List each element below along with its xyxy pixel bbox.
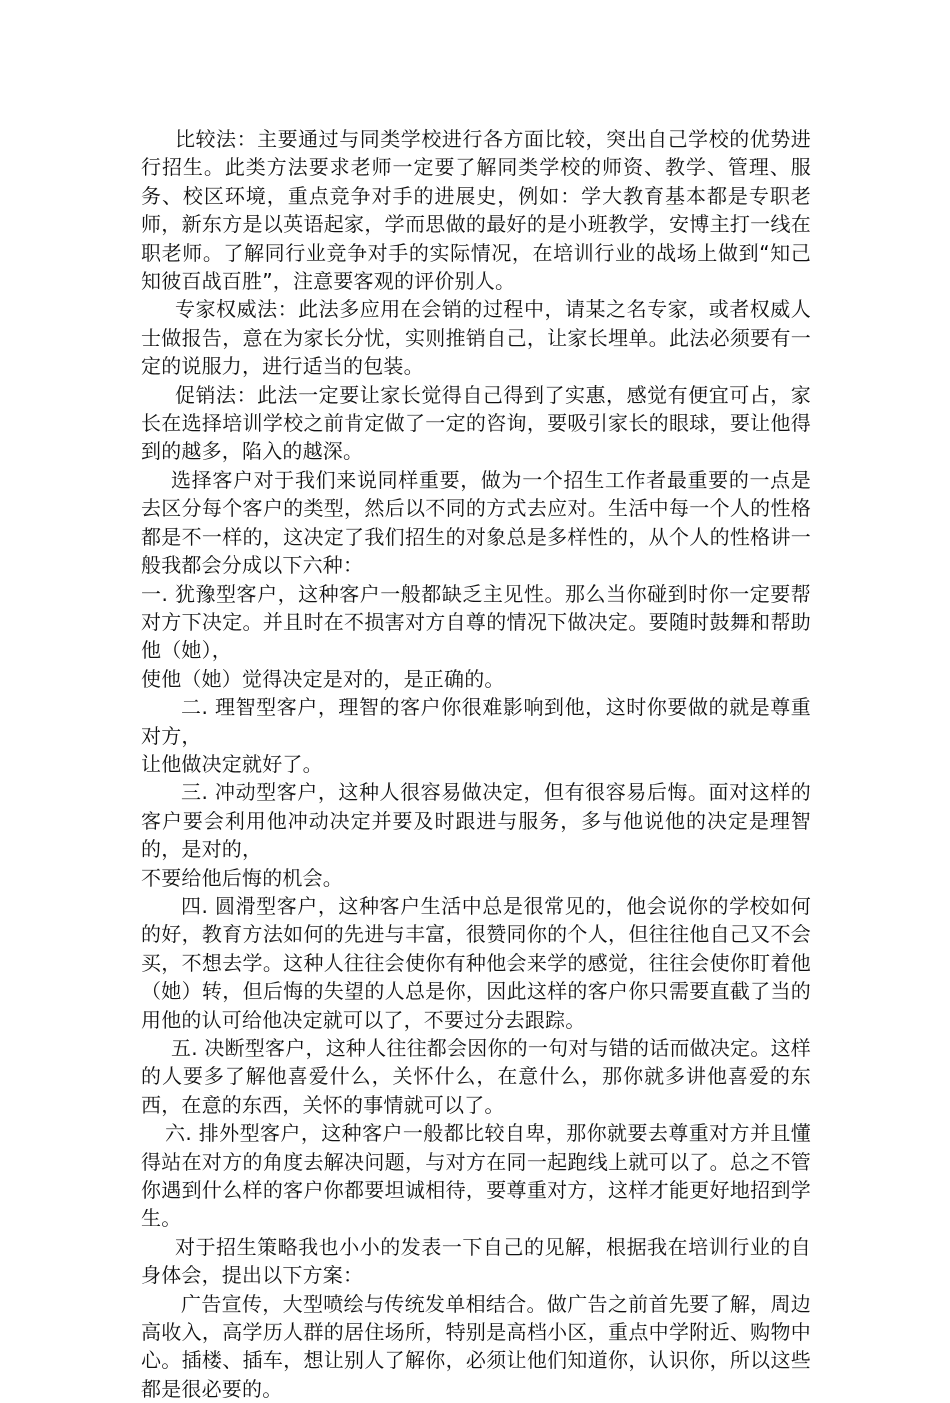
- paragraph-impulsive-customer-continued: 不要给他后悔的机会。: [141, 865, 343, 890]
- paragraph-hesitant-customer: 一. 犹豫型客户，这种客户一般都缺乏主见性。那么当你碰到时你一定要帮对方下决定。并且时在不损害对方自尊的情况下做决定。要随时鼓舞和帮助他（她），: [141, 581, 811, 663]
- paragraph-exclusive-customer: 六. 排外型客户，这种客户一般都比较自卑，那你就要去尊重对方并且懂得站在对方的角度去解决问题，与对方在同一起跑线上就可以了。总之不管你遇到什么样的客户你都要坦诚相待，要尊重对方，这样才能更好地招到学生。: [141, 1121, 811, 1231]
- document-body: [141, 125, 811, 1403]
- paragraph-decisive-customer: 五. 决断型客户，这种人往往都会因你的一句对与错的话而做决定。这样的人要多了解他喜爱什么，关怀什么，在意什么，那你就多讲他喜爱的东西，在意的东西，关怀的事情就可以了。: [141, 1036, 811, 1117]
- paragraph-impulsive-customer: 三. 冲动型客户，这种人很容易做决定，但有很容易后悔。面对这样的客户要会利用他冲动决定并要及时跟进与服务，多与他说他的决定是理智的，是对的，: [141, 780, 811, 862]
- paragraph-expert-authority-method: 专家权威法：此法多应用在会销的过程中，请某之名专家，或者权威人士做报告，意在为家长分忧，实则推销自己，让家长埋单。此法必须要有一定的说服力，进行适当的包装。: [141, 297, 811, 379]
- paragraph-smooth-customer: 四. 圆滑型客户，这种客户生活中总是很常见的，他会说你的学校如何的好，教育方法如何的先进与丰富，很赞同你的个人，但往往他自己又不会买，不想去学。这种人往往会使你有种他会来学的感觉，往往会使你盯着他（她）转，但后悔的失望的人总是你，因此这样的客户你只需要直截了当的用他的认可给他决定就可以了，不要过分去跟踪。: [141, 893, 811, 1032]
- paragraph-customer-selection: 选择客户对于我们来说同样重要，做为一个招生工作者最重要的一点是去区分每个客户的类型，然后以不同的方式去应对。生活中每一个人的性格都是不一样的，这决定了我们招生的对象总是多样性的，从个人的性格讲一般我都会分成以下六种：: [141, 467, 811, 578]
- paragraph-rational-customer: 二. 理智型客户，理智的客户你很难影响到他，这时你要做的就是尊重对方，: [141, 695, 811, 748]
- paragraph-comparison-method: 比较法：主要通过与同类学校进行各方面比较，突出自己学校的优势进行招生。此类方法要求老师一定要了解同类学校的师资、教学、管理、服务、校区环境，重点竞争对手的进展史，例如：学大教育基本都是专职老师，新东方是以英语起家，学而思做的最好的是小班教学，安博主打一线在职老师。了解同行业竞争对手的实际情况，在培训行业的战场上做到“知己知彼百战百胜”，注意要客观的评价别人。: [141, 127, 811, 294]
- paragraph-advertising: 广告宣传，大型喷绘与传统发单相结合。做广告之前首先要了解，周边高收入，高学历人群的居住场所，特别是高档小区，重点中学附近、购物中心。插楼、插车，想让别人了解你，必须让他们知道你，认识你，所以这些都是很必要的。: [141, 1291, 811, 1401]
- paragraph-rational-customer-continued: 让他做决定就好了。: [141, 751, 323, 776]
- paragraph-enrollment-strategy: 对于招生策略我也小小的发表一下自己的见解，根据我在培训行业的自身体会，提出以下方案：: [141, 1234, 811, 1288]
- paragraph-hesitant-customer-continued: 使他（她）觉得决定是对的，是正确的。: [141, 666, 505, 691]
- paragraph-promotion-method: 促销法：此法一定要让家长觉得自己得到了实惠，感觉有便宜可占，家长在选择培训学校之前肯定做了一定的咨询，要吸引家长的眼球，要让他得到的越多，陷入的越深。: [141, 382, 811, 464]
